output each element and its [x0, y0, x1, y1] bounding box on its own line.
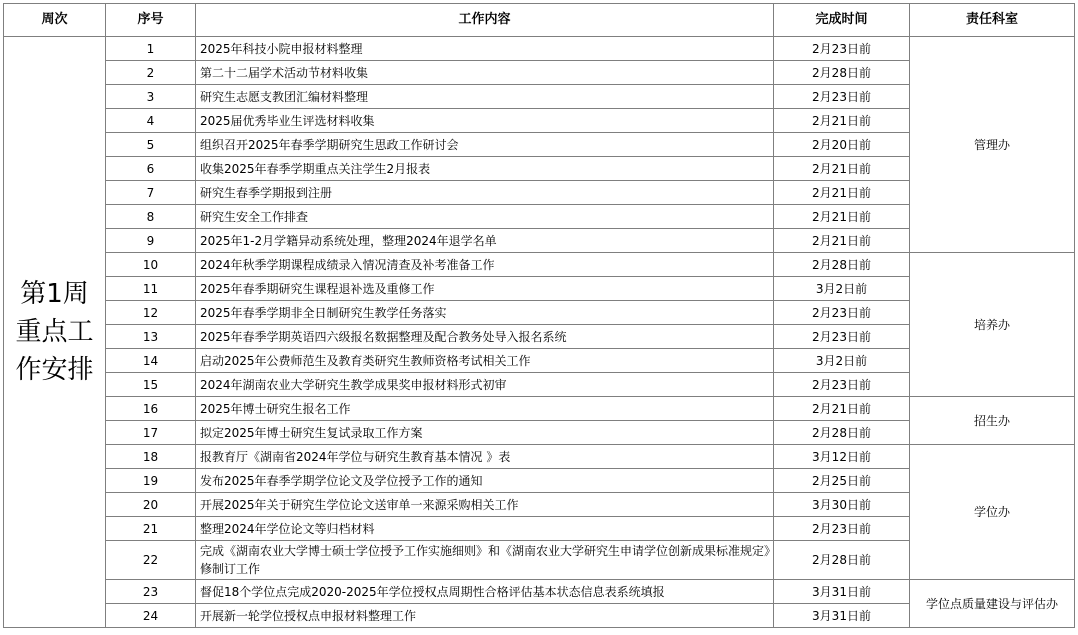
row-seq: 3: [106, 85, 196, 109]
row-content: 研究生志愿支教团汇编材料整理: [196, 85, 774, 109]
row-time: 3月31日前: [774, 604, 910, 628]
row-seq: 10: [106, 253, 196, 277]
row-content: 2025届优秀毕业生评选材料收集: [196, 109, 774, 133]
header-row: [4, 4, 1075, 37]
row-time: 2月23日前: [774, 301, 910, 325]
row-time: 2月21日前: [774, 229, 910, 253]
table-row: [4, 397, 1075, 421]
row-content: 2025年博士研究生报名工作: [196, 397, 774, 421]
row-time: 2月20日前: [774, 133, 910, 157]
row-seq: 11: [106, 277, 196, 301]
row-time: 2月25日前: [774, 469, 910, 493]
row-content: 2024年秋季学期课程成绩录入情况清查及补考准备工作: [196, 253, 774, 277]
row-time: 2月21日前: [774, 397, 910, 421]
row-seq: 4: [106, 109, 196, 133]
row-seq: 15: [106, 373, 196, 397]
row-seq: 2: [106, 61, 196, 85]
row-seq: 1: [106, 37, 196, 61]
week-label: 第1周重点工作安排: [4, 37, 106, 628]
row-seq: 17: [106, 421, 196, 445]
header-dept: 责任科室: [910, 4, 1075, 37]
row-content-text: 完成《湖南农业大学博士硕士学位授予工作实施细则》和《湖南农业大学研究生申请学位创新成果标准规定》修制订工作: [200, 544, 771, 576]
row-time: 2月28日前: [774, 253, 910, 277]
row-content: 研究生安全工作排查: [196, 205, 774, 229]
table-row: [4, 37, 1075, 61]
row-seq: 19: [106, 469, 196, 493]
row-content: 开展新一轮学位授权点申报材料整理工作: [196, 604, 774, 628]
row-time: 3月12日前: [774, 445, 910, 469]
row-content: 督促18个学位点完成2020-2025年学位授权点周期性合格评估基本状态信息表系统填报: [196, 580, 774, 604]
row-seq: 14: [106, 349, 196, 373]
row-content: 研究生春季学期报到注册: [196, 181, 774, 205]
row-time: 2月28日前: [774, 541, 910, 580]
row-seq: 18: [106, 445, 196, 469]
row-seq: 6: [106, 157, 196, 181]
row-content: 第二十二届学术活动节材料收集: [196, 61, 774, 85]
row-content: 开展2025年关于研究生学位论文送审单一来源采购相关工作: [196, 493, 774, 517]
row-time: 3月31日前: [774, 580, 910, 604]
row-content: 2025年春季期研究生课程退补选及重修工作: [196, 277, 774, 301]
row-content: 收集2025年春季学期重点关注学生2月报表: [196, 157, 774, 181]
row-time: 2月23日前: [774, 85, 910, 109]
table-row: [4, 445, 1075, 469]
dept-admissions: 招生办: [910, 397, 1075, 445]
row-seq: 5: [106, 133, 196, 157]
row-time: 2月21日前: [774, 205, 910, 229]
row-seq: 16: [106, 397, 196, 421]
row-content: 2024年湖南农业大学研究生教学成果奖申报材料形式初审: [196, 373, 774, 397]
header-time: 完成时间: [774, 4, 910, 37]
dept-quality-assessment: 学位点质量建设与评估办: [910, 580, 1075, 628]
row-time: 2月23日前: [774, 517, 910, 541]
row-seq: 12: [106, 301, 196, 325]
row-time: 2月28日前: [774, 421, 910, 445]
row-time: 2月21日前: [774, 181, 910, 205]
row-content: [196, 541, 774, 580]
weekly-work-table: [3, 3, 1075, 628]
row-content: 拟定2025年博士研究生复试录取工作方案: [196, 421, 774, 445]
row-content: 启动2025年公费师范生及教育类研究生教师资格考试相关工作: [196, 349, 774, 373]
row-content: 2025年春季学期英语四六级报名数据整理及配合教务处导入报名系统: [196, 325, 774, 349]
row-seq: 8: [106, 205, 196, 229]
header-week: 周次: [4, 4, 106, 37]
row-time: 2月23日前: [774, 325, 910, 349]
row-time: 2月28日前: [774, 61, 910, 85]
row-time: 2月21日前: [774, 109, 910, 133]
row-time: 2月23日前: [774, 37, 910, 61]
row-time: 3月2日前: [774, 277, 910, 301]
row-seq: 20: [106, 493, 196, 517]
dept-degree: 学位办: [910, 445, 1075, 580]
row-seq: 13: [106, 325, 196, 349]
row-content: 报教育厅《湖南省2024年学位与研究生教育基本情况 》表: [196, 445, 774, 469]
row-content: 2025年春季学期非全日制研究生教学任务落实: [196, 301, 774, 325]
header-content: 工作内容: [196, 4, 774, 37]
row-content: 组织召开2025年春季学期研究生思政工作研讨会: [196, 133, 774, 157]
row-content: 2025年1-2月学籍异动系统处理，整理2024年退学名单: [196, 229, 774, 253]
dept-training: 培养办: [910, 253, 1075, 397]
row-seq: 24: [106, 604, 196, 628]
table-row: [4, 253, 1075, 277]
row-time: 3月2日前: [774, 349, 910, 373]
row-time: 3月30日前: [774, 493, 910, 517]
row-content: 2025年科技小院申报材料整理: [196, 37, 774, 61]
table-row: [4, 580, 1075, 604]
row-content: 发布2025年春季学期学位论文及学位授予工作的通知: [196, 469, 774, 493]
row-time: 2月23日前: [774, 373, 910, 397]
row-seq: 23: [106, 580, 196, 604]
row-seq: 22: [106, 541, 196, 580]
header-seq: 序号: [106, 4, 196, 37]
dept-management: 管理办: [910, 37, 1075, 253]
row-seq: 7: [106, 181, 196, 205]
row-seq: 21: [106, 517, 196, 541]
row-time: 2月21日前: [774, 157, 910, 181]
row-content: 整理2024年学位论文等归档材料: [196, 517, 774, 541]
row-seq: 9: [106, 229, 196, 253]
